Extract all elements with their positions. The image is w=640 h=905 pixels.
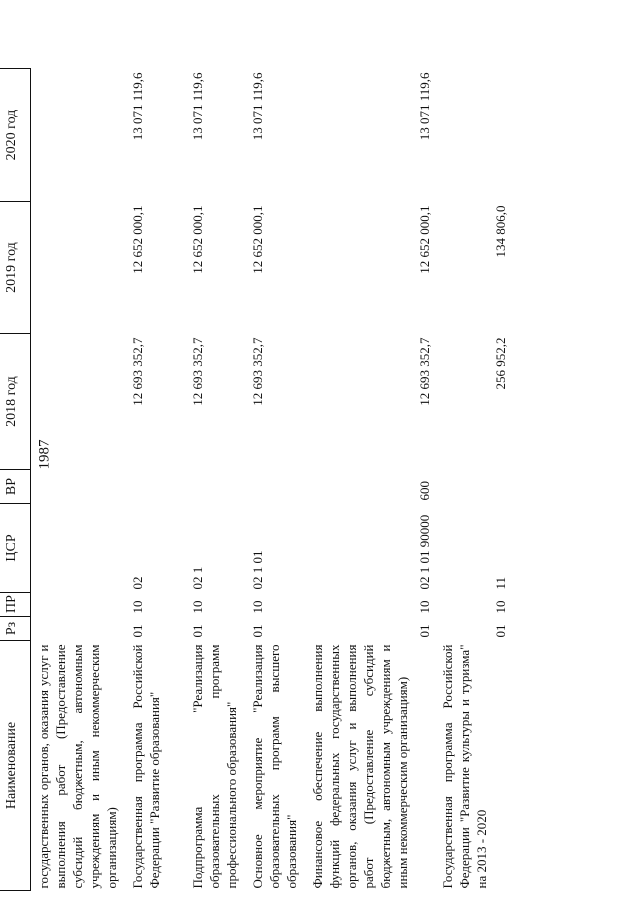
row-pr: 10 [190, 600, 205, 614]
row-2018: 12 693 352,7 [417, 337, 432, 406]
header-pr: ПР [0, 593, 31, 617]
row-csr: 02 [130, 576, 145, 590]
row-2019: 12 652 000,1 [190, 205, 205, 274]
row-pr: 10 [493, 600, 508, 614]
header-2019: 2019 год [0, 202, 31, 334]
budget-table [0, 68, 511, 891]
row-csr: 02 1 [190, 566, 205, 590]
header-csr: ЦСР [0, 504, 31, 593]
header-rz: Рз [0, 617, 31, 641]
row-vr [245, 470, 305, 504]
row-2020: 13 071 119,6 [250, 72, 265, 141]
row-2020 [31, 69, 126, 202]
row-2018: 12 693 352,7 [190, 337, 205, 406]
row-2019: 134 806,0 [493, 205, 508, 258]
row-vr [435, 470, 511, 504]
table-row [305, 69, 435, 891]
row-2020: 13 071 119,6 [190, 72, 205, 141]
row-rz: 01 [250, 624, 265, 638]
row-name: Государственная программа Российской Федерации "Развитие культуры и туризма" на 2013 - 2020 [440, 644, 489, 889]
header-name: Наименование [0, 641, 31, 891]
row-2020 [435, 69, 511, 202]
row-name: государственных органов, оказания услуг и выполнения работ (Предоставление субсидий бюджетным, автономным учреждениям и иным некоммерческим организациям) [36, 644, 119, 889]
row-pr [31, 593, 126, 617]
row-name: Государственная программа Российской Федерации "Развитие образования" [130, 644, 162, 889]
header-2020: 2020 год [0, 69, 31, 202]
table-row [185, 69, 245, 891]
row-2018: 12 693 352,7 [130, 337, 145, 406]
table-row [125, 69, 185, 891]
row-2018 [31, 334, 126, 470]
row-pr: 10 [417, 600, 432, 614]
row-name: Подпрограмма "Реализация образовательных программ профессионального образования" [190, 644, 239, 889]
row-2018: 256 952,2 [493, 337, 508, 390]
header-2018: 2018 год [0, 334, 31, 470]
table-row [435, 69, 511, 891]
row-vr: 600 [417, 481, 432, 501]
row-name: Основное мероприятие "Реализация образовательных программ высшего образования" [250, 644, 299, 889]
row-pr: 10 [250, 600, 265, 614]
row-csr: 02 1 01 [250, 550, 265, 590]
row-2019: 12 652 000,1 [130, 205, 145, 274]
row-2019: 12 652 000,1 [250, 205, 265, 274]
row-rz [31, 617, 126, 641]
row-2019 [31, 202, 126, 334]
table-row [245, 69, 305, 891]
row-2020: 13 071 119,6 [417, 72, 432, 141]
row-2018: 12 693 352,7 [250, 337, 265, 406]
row-rz: 01 [493, 624, 508, 638]
row-rz: 01 [190, 624, 205, 638]
page-number: 1987 [36, 439, 53, 470]
row-rz: 01 [417, 624, 432, 638]
row-2019: 12 652 000,1 [417, 205, 432, 274]
row-pr: 10 [130, 600, 145, 614]
row-2020: 13 071 119,6 [130, 72, 145, 141]
table-header [0, 69, 31, 891]
row-vr [185, 470, 245, 504]
table-row [31, 69, 126, 891]
row-csr [31, 504, 126, 593]
row-vr [125, 470, 185, 504]
budget-table-container [0, 69, 583, 891]
row-name: Финансовое обеспечение выполнения функций федеральных государственных органов, оказания услуг и выполнения работ (Предоставление субсидий бюджетным, автономным учреждениям и иным некоммерческим организациям) [310, 644, 410, 889]
row-vr [31, 470, 126, 504]
row-rz: 01 [130, 624, 145, 638]
row-csr: 11 [493, 576, 508, 590]
row-csr: 02 1 01 90000 [417, 514, 432, 590]
header-vr: ВР [0, 470, 31, 504]
